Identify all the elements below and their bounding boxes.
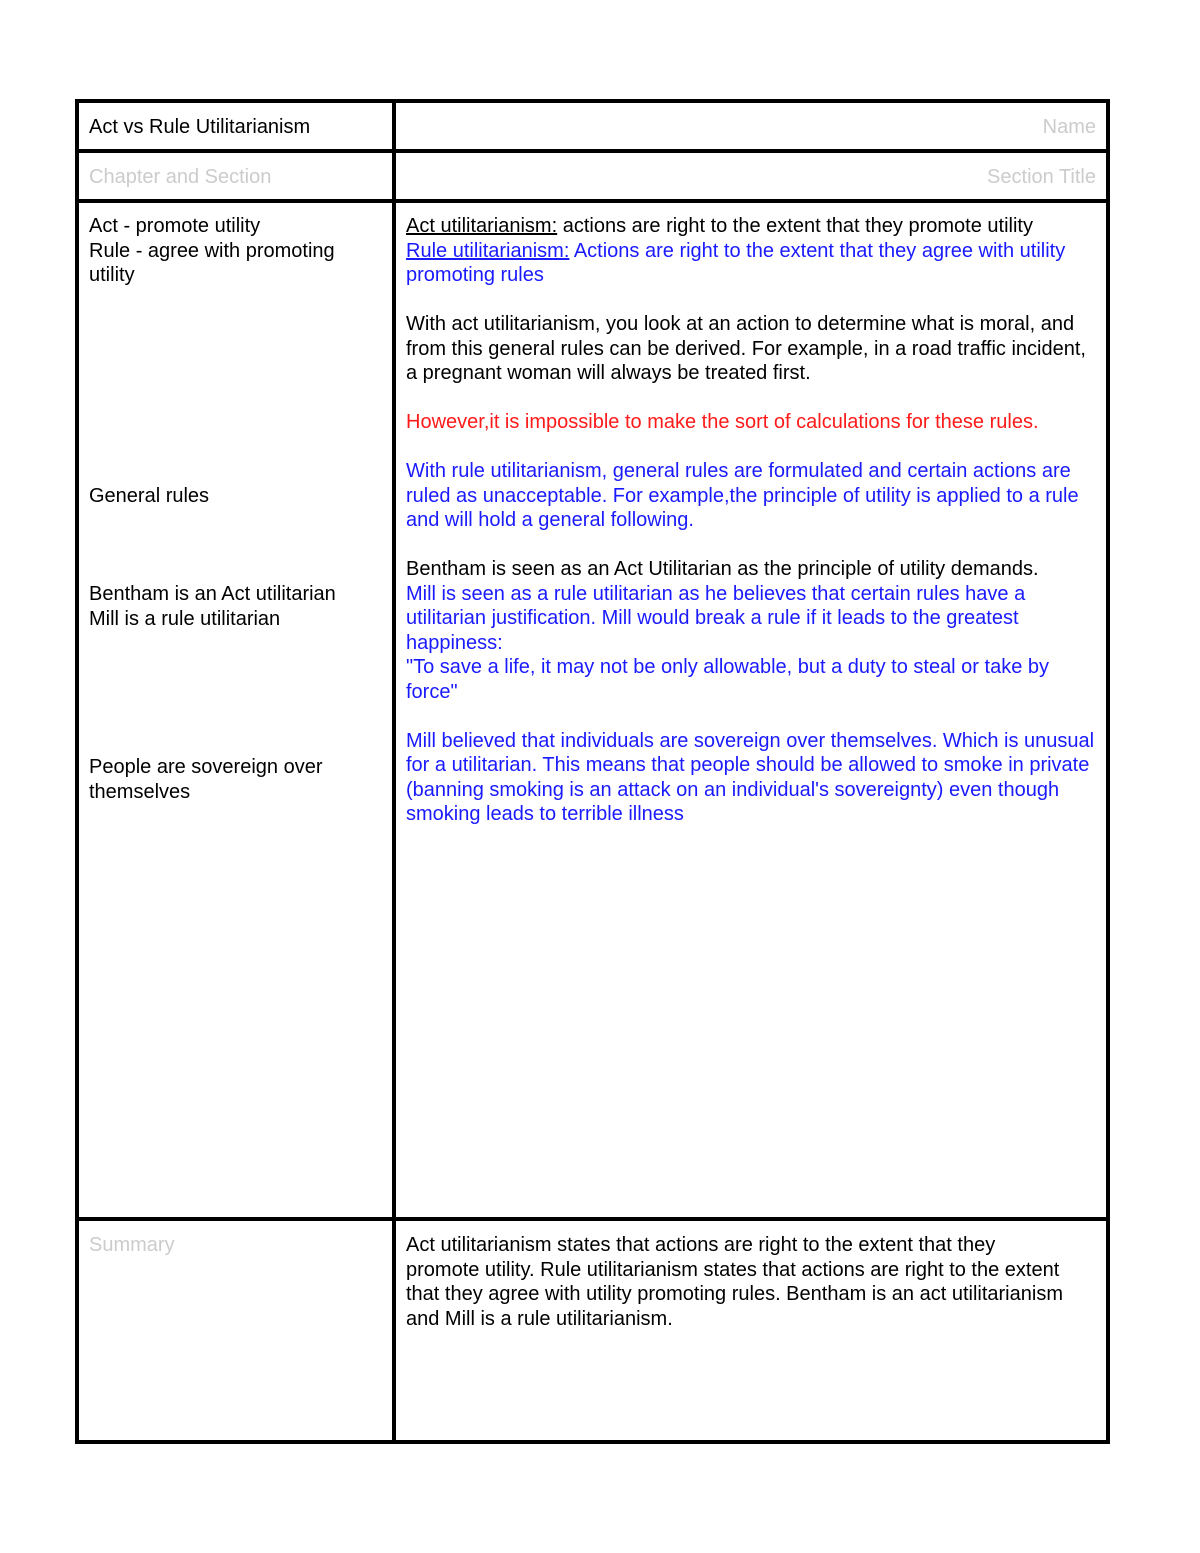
note-rule-explanation: With rule utilitarianism, general rules are formulated and certain actions are ruled as unacceptable. For example,the principle of utility is applied to a rule and will hold a general following. xyxy=(406,460,1079,531)
cornell-notes-table xyxy=(75,99,1110,1444)
section-title-placeholder: Section Title xyxy=(987,166,1096,188)
summary-label-cell xyxy=(77,1219,394,1442)
cue-rule-agree: Rule - agree with promoting utility xyxy=(89,239,335,286)
chapter-cell xyxy=(77,151,394,201)
note-rule-definition xyxy=(406,239,1098,288)
note-sovereignty: Mill believed that individuals are sovereign over themselves. Which is unusual for a utilitarian. This means that people should be allowed to smoke in private (banning smoking is an attack on an individual's sovereignty) even though smoking leads to terrible illness xyxy=(406,729,1095,825)
name-cell xyxy=(394,101,1108,151)
cue-column xyxy=(77,201,394,1219)
note-mill-quote: "To save a life, it may not be only allowable, but a duty to steal or take by force" xyxy=(406,656,1050,703)
cue-sovereign: People are sovereign over themselves xyxy=(89,756,323,803)
name-placeholder: Name xyxy=(1042,116,1096,138)
document-title: Act vs Rule Utilitarianism xyxy=(89,116,311,138)
cue-bentham-act: Bentham is an Act utilitarian xyxy=(89,583,336,605)
note-act-term: Act utilitarianism: xyxy=(406,215,558,237)
note-act-definition xyxy=(406,214,1098,239)
chapter-placeholder: Chapter and Section xyxy=(89,166,272,188)
summary-text: Act utilitarianism states that actions are right to the extent that they promote utility. Rule utilitarianism states that actions are right to the extent that they agree with utility promoting rules. Bentham is an act utilitarianism and Mill is a rule utilitarianism. xyxy=(406,1234,1063,1330)
note-mill: Mill is seen as a rule utilitarian as he believes that certain rules have a utilitarian justification. Mill would break a rule if it leads to the greatest happiness: xyxy=(406,582,1026,654)
note-however: However,it is impossible to make the sort of calculations for these rules. xyxy=(406,411,1039,433)
note-act-explanation: With act utilitarianism, you look at an action to determine what is moral, and from this general rules can be derived. For example, in a road traffic incident, a pregnant woman will always be treated first. xyxy=(406,313,1086,384)
notes-row xyxy=(77,201,1108,1219)
summary-row xyxy=(77,1219,1108,1442)
note-rule-term: Rule utilitarianism: xyxy=(406,239,570,262)
notes-column xyxy=(394,201,1108,1219)
summary-text-cell xyxy=(394,1219,1108,1442)
note-act-text: actions are right to the extent that they promote utility xyxy=(557,215,1033,237)
section-title-cell xyxy=(394,151,1108,201)
cue-general-rules: General rules xyxy=(89,484,210,507)
chapter-row xyxy=(77,151,1108,201)
title-cell xyxy=(77,101,394,151)
summary-label: Summary xyxy=(89,1234,175,1256)
cue-act-promote: Act - promote utility xyxy=(89,215,261,237)
title-row xyxy=(77,101,1108,151)
note-rule-text: Actions are right to the extent that they agree with utility promoting rules xyxy=(406,239,1066,286)
note-bentham: Bentham is seen as an Act Utilitarian as the principle of utility demands. xyxy=(406,558,1039,580)
cue-mill-rule: Mill is a rule utilitarian xyxy=(89,607,281,630)
